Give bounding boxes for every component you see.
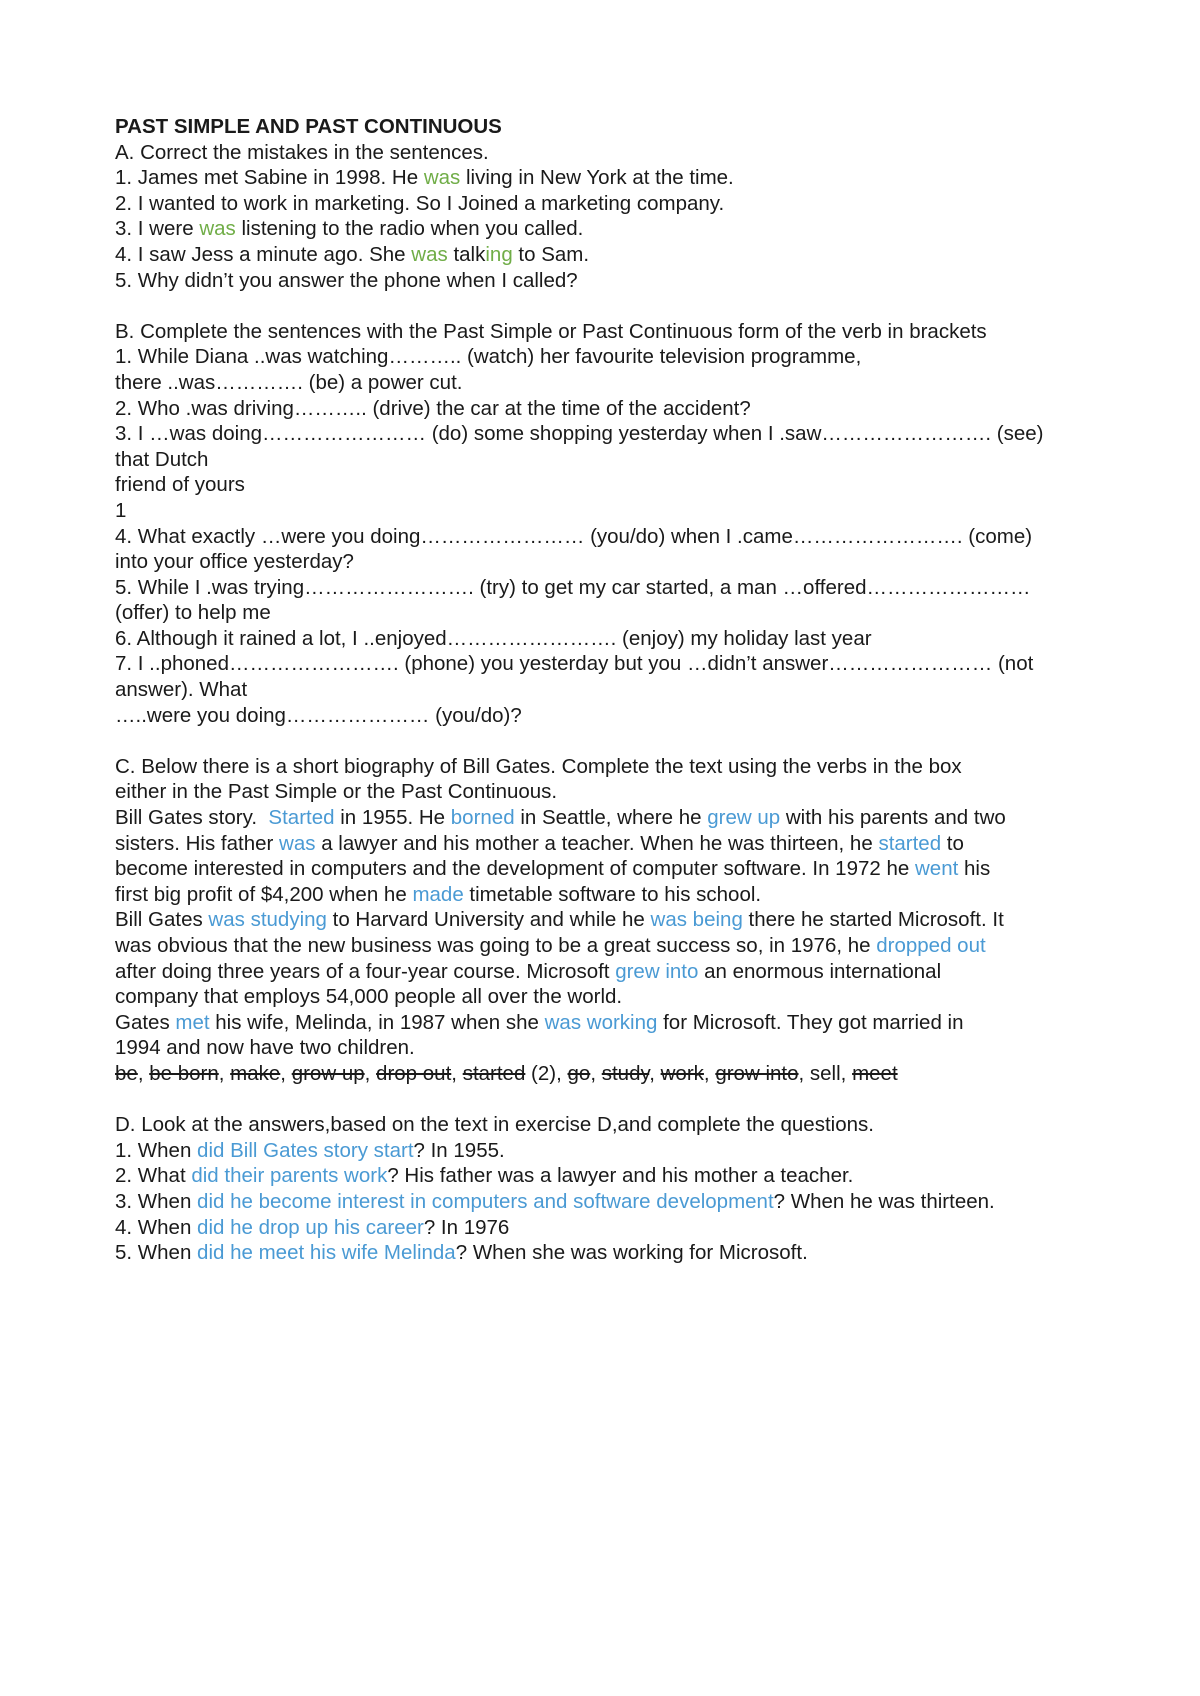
section-c-heading (115, 754, 1115, 805)
text-segment: sisters. His father (115, 831, 280, 855)
section-b-lines (115, 344, 1115, 728)
text-segment: for Microsoft. They got married in (657, 1010, 964, 1034)
text-segment: his wife, Melinda, in 1987 when she (209, 1010, 545, 1034)
text-segment: …..were you doing………………… (you/do)? (115, 703, 522, 727)
text-segment: living in New York at the time. (460, 166, 734, 190)
crossed-out-word: grow up (291, 1061, 365, 1085)
text-line (115, 242, 1115, 268)
section-b-heading: B. Complete the sentences with the Past Simple or Past Continuous form of the verb in brackets (115, 319, 987, 343)
text-segment: to (941, 831, 964, 855)
correction-text: was (199, 217, 236, 241)
text-segment: become interested in computers and the development of computer software. In 1972 he (115, 857, 915, 881)
text-line (115, 1240, 1115, 1266)
answer-text: met (175, 1010, 210, 1034)
text-segment: answer). What (115, 678, 248, 702)
answer-text: made (412, 882, 464, 906)
crossed-out-word: work (660, 1061, 704, 1085)
text-segment: Bill Gates (115, 908, 209, 932)
crossed-out-word: be born (149, 1061, 219, 1085)
crossed-out-word: grow into (715, 1061, 799, 1085)
text-segment: there ..was…………. (be) a power cut. (115, 370, 463, 394)
correction-text: ing (485, 242, 513, 266)
text-segment: 4. I saw Jess a minute ago. She (115, 242, 412, 266)
crossed-out-word: meet (852, 1061, 898, 1085)
text-segment: 1. When (115, 1138, 198, 1162)
crossed-out-word: drop out (376, 1061, 452, 1085)
text-segment: 2. I wanted to work in marketing. So I Joined a marketing company. (115, 191, 725, 215)
text-segment: 2. What (115, 1164, 192, 1188)
text-line (115, 1189, 1115, 1215)
section-c (115, 754, 1115, 1087)
text-line (115, 344, 1115, 370)
text-segment: timetable software to his school. (463, 882, 762, 906)
crossed-out-word: go (567, 1061, 591, 1085)
text-segment: , (218, 1061, 231, 1085)
text-segment: 5. Why didn’t you answer the phone when I called? (115, 268, 578, 292)
text-line (115, 626, 1115, 652)
text-segment: into your office yesterday? (115, 550, 354, 574)
answer-text: did he meet his wife Melinda (197, 1241, 456, 1265)
text-line (115, 856, 1115, 882)
text-line (115, 882, 1115, 908)
answer-text: did he become interest in computers and software development (197, 1189, 774, 1213)
text-segment: company that employs 54,000 people all over the world. (115, 985, 623, 1009)
text-line (115, 600, 1115, 626)
text-segment: 4. When (115, 1215, 198, 1239)
crossed-out-word: study (601, 1061, 650, 1085)
text-segment: talk (447, 242, 486, 266)
text-segment: , (364, 1061, 377, 1085)
correction-text: was (423, 166, 461, 190)
answer-text: was studying (208, 908, 327, 932)
text-segment: , sell, (798, 1061, 853, 1085)
text-line (115, 396, 1115, 422)
text-segment: with his parents and two (780, 806, 1006, 830)
text-segment: was obvious that the new business was going to be a great success so, in 1976, he (115, 934, 877, 957)
text-segment: , (280, 1061, 292, 1085)
section-gap (115, 1087, 1115, 1113)
text-line (115, 575, 1115, 601)
text-segment: an enormous international (698, 959, 942, 983)
text-segment: 1994 and now have two children. (115, 1036, 415, 1060)
text-segment: (offer) to help me (115, 601, 271, 625)
text-segment: , (649, 1061, 661, 1085)
text-segment: there he started Microsoft. It (742, 908, 1004, 932)
answer-text: grew up (707, 806, 781, 830)
text-line (115, 447, 1115, 473)
text-line (115, 472, 1115, 498)
text-segment: ? In 1976 (423, 1215, 510, 1239)
text-segment: 5. When (115, 1241, 198, 1265)
crossed-out-word: make (230, 1061, 281, 1085)
text-segment: his (958, 857, 991, 881)
answer-text: grew into (615, 959, 699, 983)
text-segment: friend of yours (115, 473, 245, 497)
text-segment: 2. Who .was driving……….. (drive) the car at the time of the accident? (115, 396, 751, 420)
answer-text: did he drop up his career (197, 1215, 424, 1239)
text-line (115, 1138, 1115, 1164)
worksheet (115, 114, 1115, 1266)
text-line (115, 268, 1115, 294)
text-segment: Gates (115, 1010, 176, 1034)
text-line (115, 165, 1115, 191)
text-line (115, 216, 1115, 242)
text-segment: ? When she was working for Microsoft. (455, 1241, 808, 1265)
text-segment: ? When he was thirteen. (773, 1189, 995, 1213)
text-segment: 1 (115, 498, 127, 522)
text-segment: ? His father was a lawyer and his mother a teacher. (387, 1164, 854, 1188)
text-line (115, 1035, 1115, 1061)
text-segment: to Harvard University and while he (326, 908, 651, 932)
text-segment: , (137, 1061, 150, 1085)
text-segment: C. Below there is a short biography of Bill Gates. Complete the text using the verbs in the box (115, 754, 962, 778)
text-segment: 1. While Diana ..was watching……….. (watch) her favourite television programme, (115, 345, 862, 369)
text-segment: that Dutch (115, 447, 209, 471)
text-line (115, 1061, 1115, 1087)
page-title: PAST SIMPLE AND PAST CONTINUOUS (115, 115, 502, 138)
text-line (115, 651, 1115, 677)
correction-text: was (411, 242, 448, 266)
section-gap (115, 728, 1115, 754)
text-segment: 3. When (115, 1189, 198, 1213)
text-segment: , (451, 1061, 463, 1085)
section-gap (115, 293, 1115, 319)
section-a-heading: A. Correct the mistakes in the sentences. (115, 140, 489, 164)
text-segment: 4. What exactly …were you doing…………………… (you/do) when I .came……………………. (come) (115, 524, 1033, 548)
text-segment: 7. I ..phoned……………………. (phone) you yesterday but you …didn’t answer…………………… (not (115, 652, 1034, 676)
text-line (115, 421, 1115, 447)
text-line (115, 959, 1115, 985)
text-segment: in 1955. He (334, 806, 451, 830)
answer-text: did their parents work (191, 1164, 388, 1188)
text-segment: listening to the radio when you called. (235, 217, 584, 241)
text-line (115, 370, 1115, 396)
crossed-out-word: be (115, 1061, 138, 1085)
section-d (115, 1112, 1115, 1266)
text-segment: 1. James met Sabine in 1998. He (115, 166, 424, 190)
section-b (115, 319, 1115, 729)
text-line (115, 549, 1115, 575)
text-segment: either in the Past Simple or the Past Continuous. (115, 780, 558, 804)
answer-text: did Bill Gates story start (197, 1138, 414, 1162)
answer-text: started (878, 831, 942, 855)
text-segment: after doing three years of a four-year course. Microsoft (115, 959, 616, 983)
answer-text: borned (450, 806, 515, 830)
text-line (115, 831, 1115, 857)
text-line (115, 779, 1115, 805)
text-line (115, 191, 1115, 217)
answer-text: dropped out (876, 934, 986, 957)
text-line (115, 1163, 1115, 1189)
answer-text: was (279, 831, 316, 855)
answer-text: Started (268, 806, 335, 830)
text-line (115, 498, 1115, 524)
section-c-lines (115, 805, 1115, 1087)
section-d-heading: D. Look at the answers,based on the text in exercise D,and complete the questions. (115, 1113, 874, 1137)
text-segment: 5. While I .was trying……………………. (try) to get my car started, a man …offered…………………… (115, 575, 1031, 599)
text-line (115, 677, 1115, 703)
text-segment: 6. Although it rained a lot, I ..enjoyed……………………. (enjoy) my holiday last year (115, 626, 872, 650)
text-line (115, 805, 1115, 831)
text-line (115, 907, 1115, 933)
section-d-lines (115, 1138, 1115, 1266)
text-segment: 3. I …was doing…………………… (do) some shopping yesterday when I .saw……………………. (see) (115, 422, 1044, 446)
text-segment: first big profit of $4,200 when he (115, 882, 413, 906)
text-line (115, 984, 1115, 1010)
text-segment: to Sam. (512, 242, 590, 266)
text-line (115, 754, 1115, 780)
text-segment: (2), (525, 1061, 568, 1085)
section-a-lines (115, 165, 1115, 293)
text-line (115, 933, 1115, 959)
answer-text: went (914, 857, 959, 881)
text-segment: 3. I were (115, 217, 200, 241)
text-line (115, 1010, 1115, 1036)
crossed-out-word: started (462, 1061, 526, 1085)
answer-text: was being (650, 908, 743, 932)
answer-text: was working (544, 1010, 658, 1034)
text-segment: , (703, 1061, 716, 1085)
text-line (115, 703, 1115, 729)
text-segment: Bill Gates story. (115, 806, 269, 830)
text-line (115, 524, 1115, 550)
text-segment: a lawyer and his mother a teacher. When he was thirteen, he (315, 831, 879, 855)
text-segment: in Seattle, where he (514, 806, 708, 830)
text-segment: ? In 1955. (413, 1138, 505, 1162)
text-line (115, 1215, 1115, 1241)
section-a (115, 140, 1115, 294)
text-segment: , (590, 1061, 602, 1085)
